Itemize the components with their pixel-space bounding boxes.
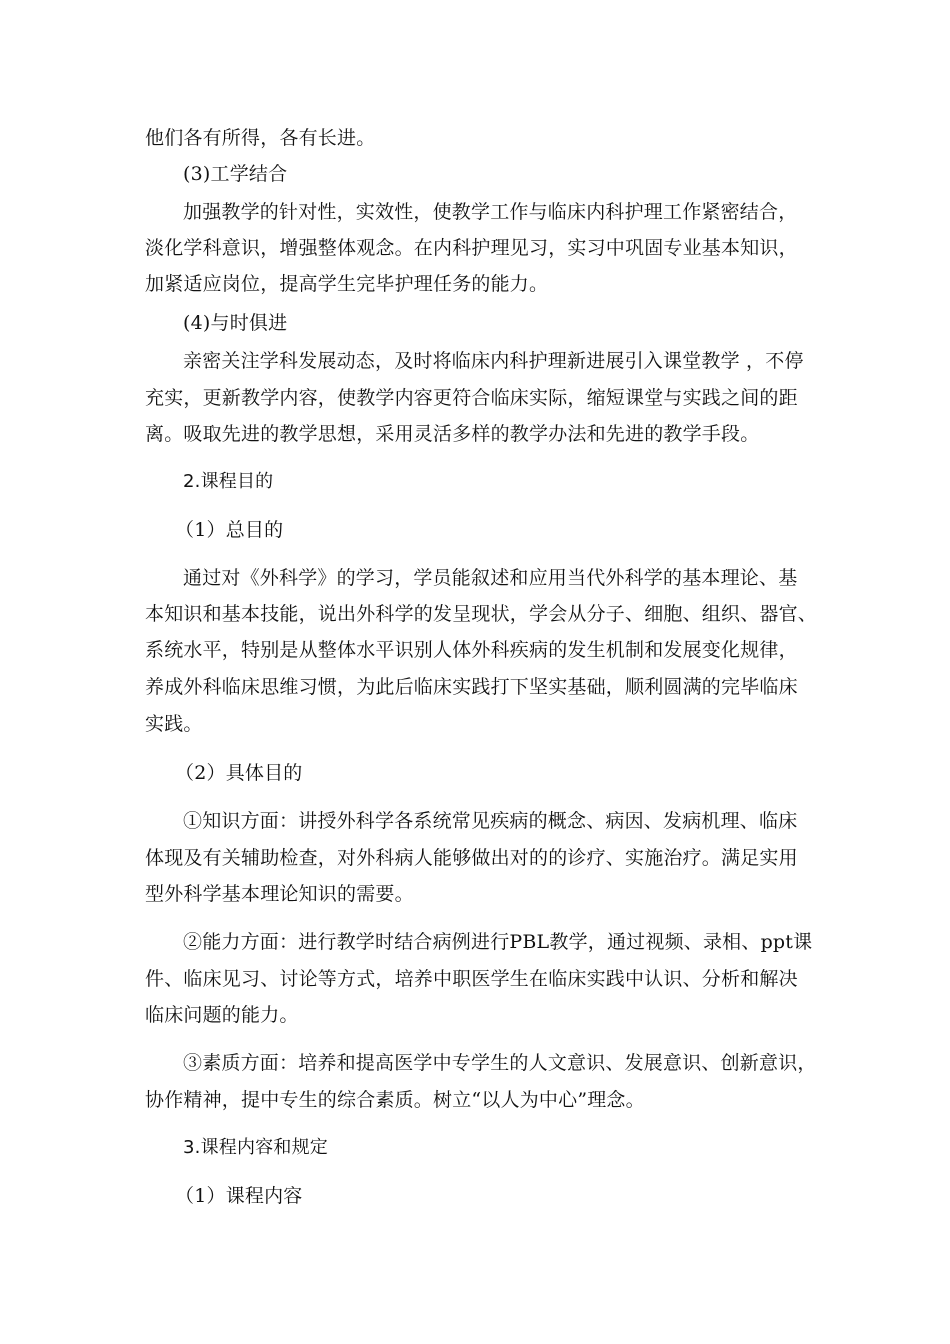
paragraph-line: 型外科学基本理论知识的需要。 bbox=[145, 883, 414, 905]
paragraph-line: 实践。 bbox=[145, 713, 203, 735]
paragraph-line: 他们各有所得，各有长进。 bbox=[145, 127, 376, 149]
paragraph-line: ②能力方面：进行教学时结合病例进行PBL教学，通过视频、录相、ppt课 bbox=[183, 931, 813, 953]
paragraph-line: 本知识和基本技能，说出外科学的发呈现状，学会从分子、细胞、组织、器官、 bbox=[145, 603, 818, 625]
paragraph-line: 协作精神，提中专生的综合素质。树立“以人为中心”理念。 bbox=[145, 1089, 645, 1111]
paragraph-line: 体现及有关辅助检查，对外科病人能够做出对的的诊疗、实施治疗。满足实用 bbox=[145, 847, 798, 869]
paragraph-line: 系统水平，特别是从整体水平识别人体外科疾病的发生机制和发展变化规律， bbox=[145, 639, 798, 661]
paragraph-line: ①知识方面：讲授外科学各系统常见疾病的概念、病因、发病机理、临床 bbox=[183, 810, 798, 832]
paragraph-line: 通过对《外科学》的学习，学员能叙述和应用当代外科学的基本理论、基 bbox=[183, 567, 798, 589]
paragraph-line: 件、临床见习、讨论等方式，培养中职医学生在临床实践中认识、分析和解决 bbox=[145, 968, 798, 990]
paragraph-line: ③素质方面：培养和提高医学中专学生的人文意识、发展意识、创新意识， bbox=[183, 1052, 817, 1074]
subheading-specific-goals: （2）具体目的 bbox=[175, 762, 303, 784]
paragraph-line: 充实，更新教学内容，使教学内容更符合临床实际，缩短课堂与实践之间的距 bbox=[145, 387, 798, 409]
subheading-overall-goal: （1）总目的 bbox=[175, 519, 284, 541]
section-heading-course-content: 3.课程内容和规定 bbox=[183, 1137, 328, 1158]
paragraph-line: 养成外科临床思维习惯，为此后临床实践打下坚实基础，顺利圆满的完毕临床 bbox=[145, 676, 798, 698]
subheading-keep-pace: (4)与时俱进 bbox=[183, 312, 288, 334]
subheading-work-study: (3)工学结合 bbox=[183, 163, 288, 185]
paragraph-line: 临床问题的能力。 bbox=[145, 1004, 299, 1026]
paragraph-line: 离。吸取先进的教学思想，采用灵活多样的教学办法和先进的教学手段。 bbox=[145, 423, 760, 445]
paragraph-line: 亲密关注学科发展动态，及时将临床内科护理新进展引入课堂教学 ，不停 bbox=[183, 350, 804, 372]
paragraph-line: 加紧适应岗位，提高学生完毕护理任务的能力。 bbox=[145, 273, 549, 295]
paragraph-line: 淡化学科意识，增强整体观念。在内科护理见习，实习中巩固专业基本知识， bbox=[145, 237, 798, 259]
subheading-course-content: （1）课程内容 bbox=[175, 1185, 303, 1207]
section-heading-course-goals: 2.课程目的 bbox=[183, 471, 274, 492]
paragraph-line: 加强教学的针对性，实效性，使教学工作与临床内科护理工作紧密结合， bbox=[183, 201, 798, 223]
